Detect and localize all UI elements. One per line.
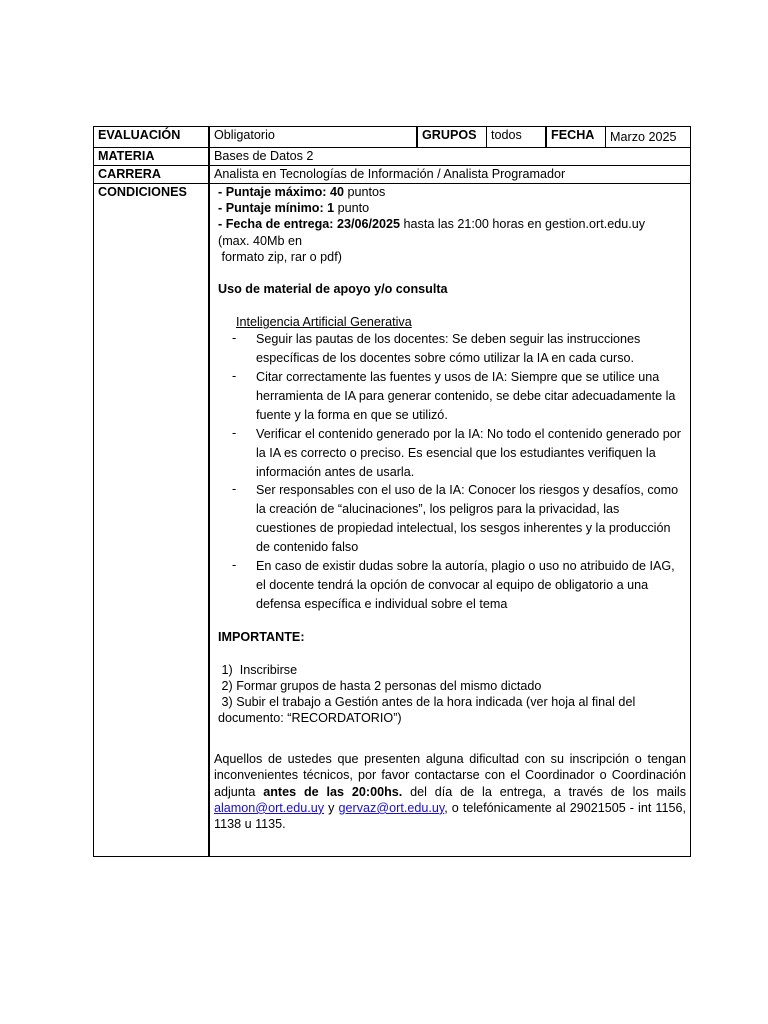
- condiciones-label: CONDICIONES: [98, 185, 187, 199]
- ia-title: Inteligencia Artificial Generativa: [236, 315, 412, 329]
- grupos-label: GRUPOS: [422, 128, 477, 142]
- condiciones-content: - Puntaje máximo: 40 puntos - Puntaje mínimo: 1 punto - Fecha de entrega: 23/06/2025 hasta las 21:00 horas en gestion.ort.edu.uy (max. 40Mb en formato zip, rar o pdf) Uso de material de apoyo y/o consulta Inteligencia Artificial Generativa - Seguir las pautas de los docentes: Se deben seguir las instrucciones específicas de los docentes sobre cómo utilizar la IA en cada curso. - Citar correctamente las fuentes y usos de IA: Siempre que se utilice una herramienta de IA para generar contenido, se debe citar adecuadamente la fuente y la forma en que se utilizó. - Verificar el contenido generado por la IA: No todo el contenido generado por la IA es correcto o preciso. Es esencial que los estudiantes verifiquen la información antes de usarla. - Ser responsables con el uso de la IA: Conocer los riesgos y desafíos, como la creación de “alucinaciones”, los peligros para la privacidad, las cuestiones de propiedad intelectual, los sesgos inherentes y la producción de contenido falso - En caso de existir dudas sobre la autoría, plagio o uso no atribuido de IAG, el docente tendrá la opción de convocar al equipo de obligatorio a una defensa específica e individual sobre el tema IMPORTANTE: 1) Inscribirse 2) Formar grupos de hasta 2 personas del mismo dictado 3) Subir el trabajo a Gestión antes de la hora indicada (ver hoja al final del documento: “RECORDATORIO”) Aquellos de ustedes que presenten alguna dificultad con su inscripción o tengan inconvenientes técnicos, por favor contactarse con el Coordinador o Coordinación adjunta antes de las 20:00hs. del día de la entrega, a través de los mails alamon@ort.edu.uy y gervaz@ort.edu.uy, o telefónicamente al 29021505 - int 1156, 1138 u 1135.: [210, 184, 686, 856]
- fecha-value: Marzo 2025: [610, 130, 677, 144]
- step-3: 3) Subir el trabajo a Gestión antes de la hora indicada (ver hoja al final del documento: “RECORDATORIO”): [218, 695, 639, 726]
- step-1: 1) Inscribirse: [218, 663, 298, 677]
- fecha-entrega: - Fecha de entrega: 23/06/2025 hasta las 21:00 horas en gestion.ort.edu.uy: [218, 217, 646, 231]
- evaluation-table: [93, 126, 691, 857]
- fecha-entrega-line2: (max. 40Mb en: [218, 234, 302, 248]
- carrera-label: CARRERA: [98, 167, 161, 181]
- materia-value: Bases de Datos 2: [214, 149, 314, 163]
- fecha-label: FECHA: [551, 128, 595, 142]
- row-materia: [94, 148, 690, 166]
- material-title: Uso de material de apoyo y/o consulta: [218, 282, 448, 296]
- puntaje-minimo: - Puntaje mínimo: 1 punto: [218, 201, 370, 215]
- puntaje-maximo: - Puntaje máximo: 40 puntos: [218, 185, 386, 199]
- closing-paragraph: Aquellos de ustedes que presenten alguna dificultad con su inscripción o tengan inconvenientes técnicos, por favor contactarse con el Coordinador o Coordinación adjunta antes de las 20:00hs. del día de la entrega, a través de los mails alamon@ort.edu.uy y gervaz@ort.edu.uy, o telefónicamente al 29021505 - int 1156, 1138 u 1135.: [214, 752, 686, 832]
- step-2: 2) Formar grupos de hasta 2 personas del mismo dictado: [218, 679, 542, 693]
- importante-title: IMPORTANTE:: [218, 630, 305, 644]
- fecha-entrega-line3: formato zip, rar o pdf): [218, 250, 342, 264]
- row-evaluacion: [94, 127, 690, 148]
- grupos-value: todos: [491, 128, 522, 142]
- evaluacion-label: EVALUACIÓN: [98, 128, 181, 142]
- email-alamon-link[interactable]: alamon@ort.edu.uy: [214, 800, 325, 815]
- email-gervaz-link[interactable]: gervaz@ort.edu.uy: [338, 800, 445, 815]
- row-carrera: [94, 166, 690, 184]
- carrera-value: Analista en Tecnologías de Información / Analista Programador: [214, 167, 566, 181]
- materia-label: MATERIA: [98, 149, 155, 163]
- evaluacion-value: Obligatorio: [214, 128, 275, 142]
